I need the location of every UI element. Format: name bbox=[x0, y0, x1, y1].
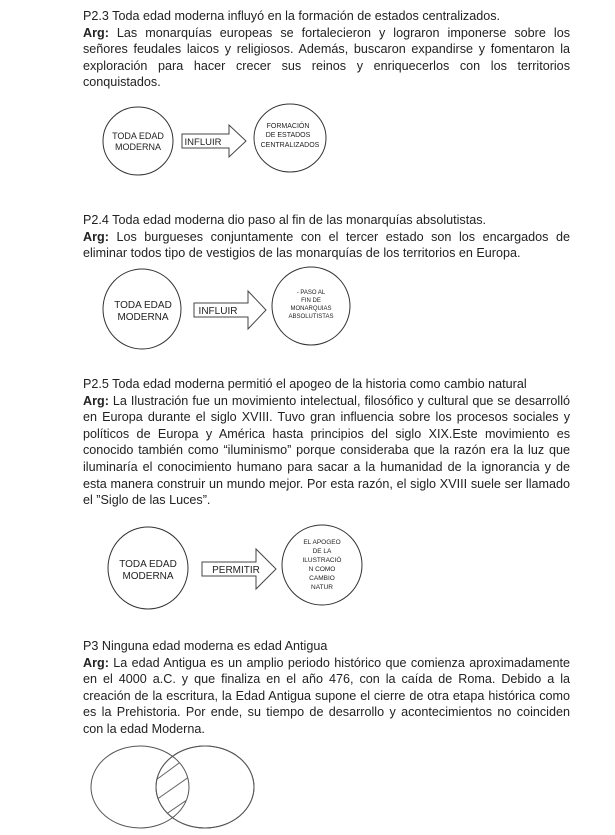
right-circle-line: DE LA bbox=[312, 548, 332, 555]
right-circle-line: ILUSTRACIÓ bbox=[302, 557, 342, 564]
right-circle-line: FORMACIÓN bbox=[266, 123, 310, 130]
arg-label: Arg: bbox=[83, 655, 109, 670]
arg-label: Arg: bbox=[83, 393, 109, 408]
left-circle-line: TODA EDAD bbox=[114, 300, 172, 311]
left-circle-line: MODERNA bbox=[114, 142, 162, 152]
section-heading: P2.5 Toda edad moderna permitió el apogeo de la historia como cambio natural bbox=[83, 377, 527, 391]
right-circle-line: CAMBIO bbox=[309, 575, 335, 582]
diagram-p2-3 bbox=[0, 100, 360, 182]
section-p3 bbox=[83, 638, 570, 738]
concept-circle-left bbox=[103, 107, 173, 175]
arrow-label: INFLUIR bbox=[184, 137, 222, 148]
right-circle-line: CENTRALIZADOS bbox=[260, 142, 320, 149]
arg-text: La Ilustración fue un movimiento intelectual, filosófico y cultural que se desarrolló en Europa durante el siglo XVIII. Tuvo gran influencia sobre los procesos sociales y políticos de Europa y América hasta principios del siglo XIX.Este movimiento es conocido también como “iluminismo” porque consideraba que la razón era la luz que iluminaría el conocimiento humano para sacar a la humanidad de la ignorancia y de esta manera construir un mundo mejor. Por esta razón, el siglo XVIII suele ser llamado el ”Siglo de las Luces”. bbox=[83, 393, 570, 508]
argument-paragraph bbox=[83, 229, 570, 262]
section-heading: P2.3 Toda edad moderna influyó en la formación de estados centralizados. bbox=[83, 9, 501, 23]
right-circle-line: DE ESTADOS bbox=[265, 132, 311, 139]
left-circle-line: MODERNA bbox=[117, 312, 169, 323]
right-circle-line: N COMO bbox=[308, 566, 336, 573]
arg-label: Arg: bbox=[83, 229, 109, 244]
diagram-p2-4 bbox=[0, 266, 360, 352]
section-p2-5 bbox=[83, 376, 570, 509]
argument-paragraph bbox=[83, 25, 570, 91]
right-circle-line: EL APOGEO bbox=[303, 539, 341, 546]
arg-text: Los burgueses conjuntamente con el tercer estado son los encargados de eliminar todos tipo de vestigios de las monarquías de los territorios en Europa. bbox=[83, 229, 570, 261]
section-heading: P3 Ninguna edad moderna es edad Antigua bbox=[83, 639, 328, 653]
right-circle-line: MONARQUIAS bbox=[290, 306, 332, 312]
section-heading: P2.4 Toda edad moderna dio paso al fin de las monarquías absolutistas. bbox=[83, 213, 487, 227]
concept-circle-right bbox=[282, 525, 362, 605]
left-circle-line: TODA EDAD bbox=[119, 559, 177, 570]
arrow-label: PERMITIR bbox=[212, 565, 260, 576]
section-p2-3 bbox=[83, 8, 570, 91]
right-circle-line: - PASO AL bbox=[296, 290, 326, 296]
argument-paragraph bbox=[83, 393, 570, 509]
right-circle-line: NATUR bbox=[311, 584, 333, 591]
arg-text: La edad Antigua es un amplio periodo histórico que comienza aproximadamente en el 4000 a.C. y que finaliza en el año 476, con la caída de Roma. Debido a la creación de la escritura, la Edad Antigua supone el cierre de otra etapa histórica como es la Prehistoria. Por ende, su tiempo de desarrollo y acontecimientos no coinciden con la edad Moderna. bbox=[83, 655, 570, 736]
section-p2-4 bbox=[83, 212, 570, 262]
arg-text: Las monarquías europeas se fortalecieron y lograron imponerse sobre los señores feudales laicos y religiosos. Además, buscaron expandirse y fomentaron la exploración para hacer crecer sus reinos y enriquecerlos con los territorios conquistados. bbox=[83, 25, 570, 90]
left-circle-line: MODERNA bbox=[122, 571, 174, 582]
arg-label: Arg: bbox=[83, 25, 109, 40]
left-circle-line: TODA EDAD bbox=[112, 131, 164, 141]
right-circle-line: FIN DE bbox=[301, 298, 321, 304]
arrow-label: INFLUIR bbox=[198, 306, 238, 317]
venn-diagram-p3 bbox=[0, 745, 300, 835]
right-circle-line: ABSOLUTISTAS bbox=[288, 314, 334, 320]
diagram-p2-5 bbox=[0, 524, 370, 612]
argument-paragraph bbox=[83, 655, 570, 738]
